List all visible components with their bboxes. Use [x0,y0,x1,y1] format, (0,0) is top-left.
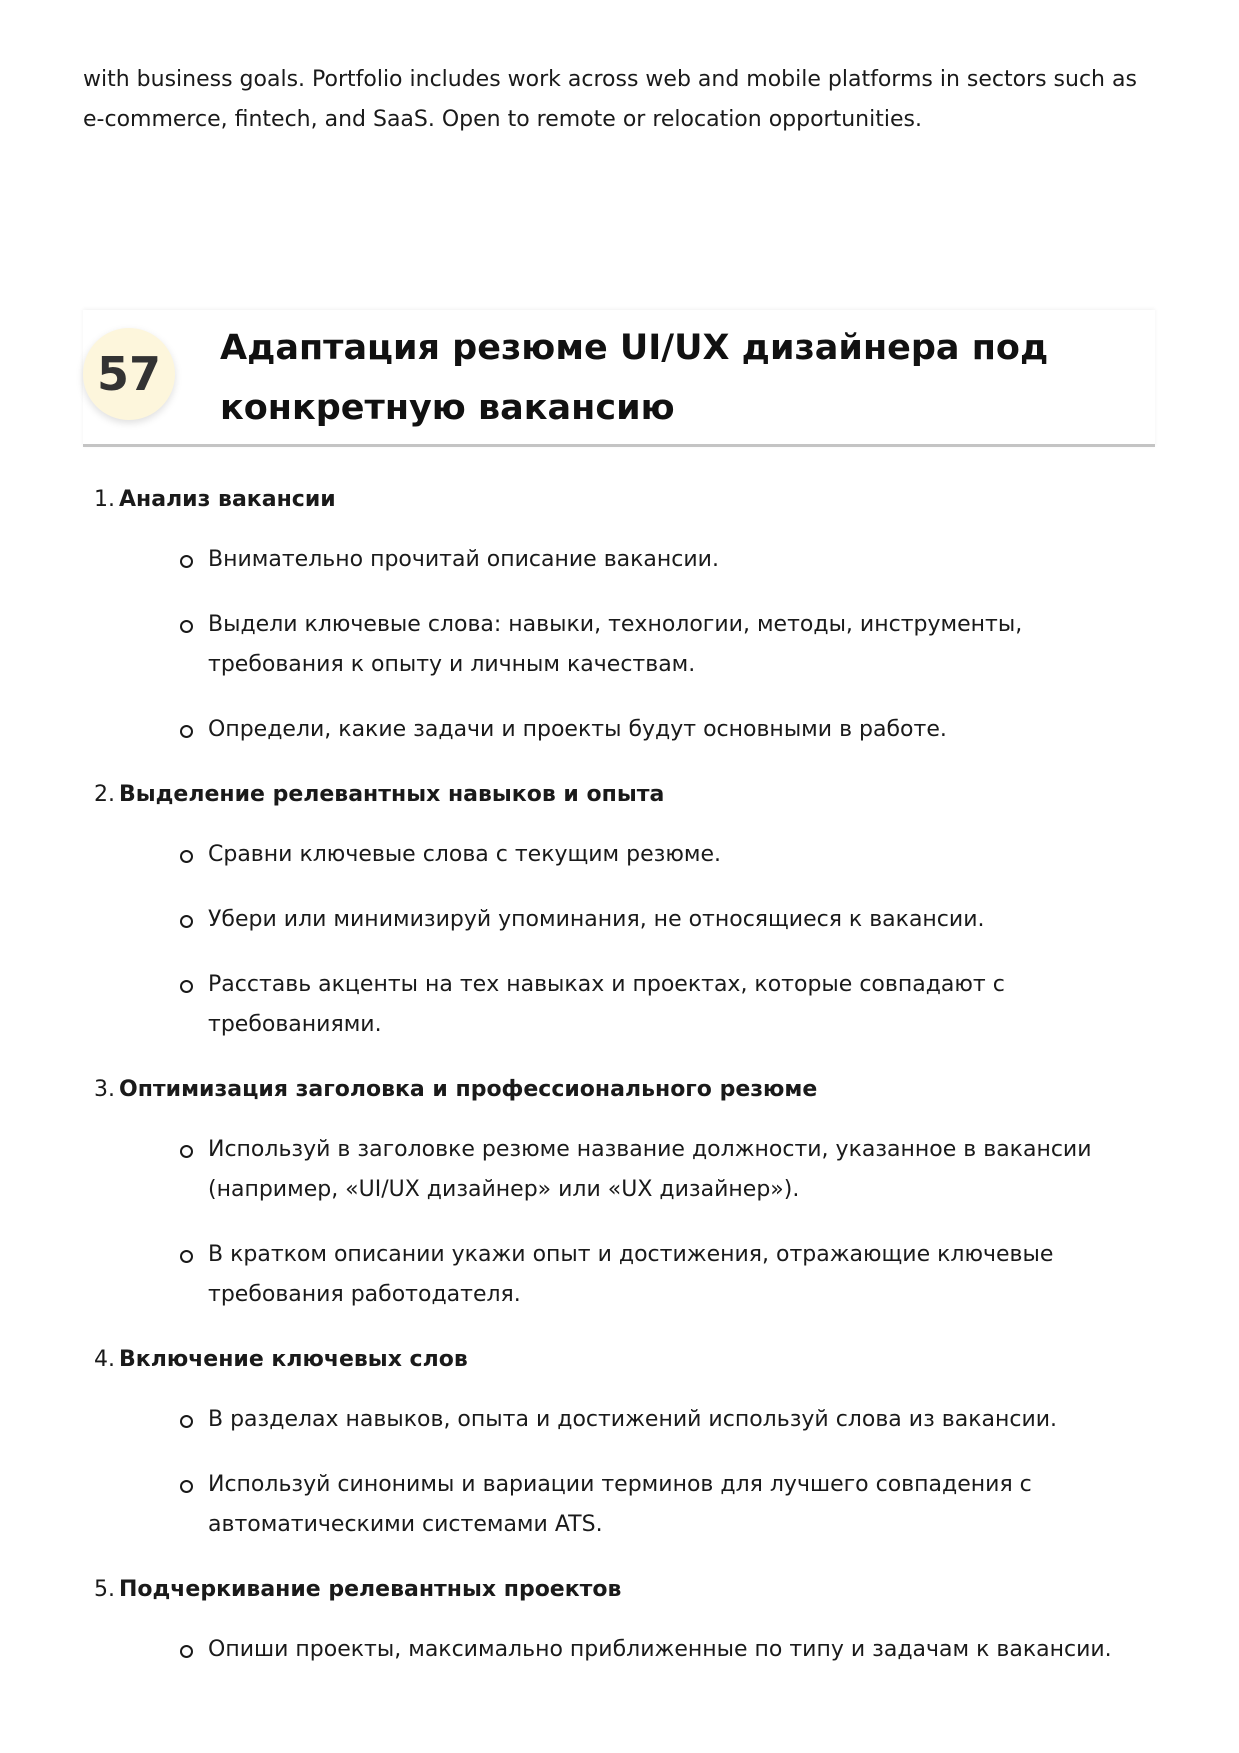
bullet-text: Сравни ключевые слова с текущим резюме. [208,842,721,867]
step-title: Подчеркивание релевантных проектов [119,1577,622,1602]
step-title: Выделение релевантных навыков и опыта [119,782,665,807]
bullet-circle-icon [180,555,193,568]
bullet-circle-icon [180,850,193,863]
bullet-circle-icon [180,1645,193,1658]
bullet-text: Используй синонимы и вариации терминов для лучшего совпадения с автоматическими системами ATS. [208,1472,1032,1537]
section-title: Адаптация резюме UI/UX дизайнера под конкретную вакансию [220,328,1049,428]
bullet-circle-icon [180,980,193,993]
bullet-item [83,1130,1163,1210]
step-number: 2. [94,782,115,807]
bullet-item [83,1465,1163,1545]
bullet-item [83,710,1163,750]
bullet-item [83,965,1163,1045]
bullet-list [83,1130,1163,1315]
bullet-circle-icon [180,1145,193,1158]
step-item [83,775,1163,1045]
bullet-text: Определи, какие задачи и проекты будут основными в работе. [208,717,947,742]
step-number: 3. [94,1077,115,1102]
bullet-text: Опиши проекты, максимально приближенные по типу и задачам к вакансии. [208,1637,1112,1662]
step-heading [83,480,1163,520]
bullet-item [83,1630,1163,1670]
bullet-list [83,540,1163,750]
step-heading [83,1070,1163,1110]
bullet-text: Используй в заголовке резюме название должности, указанное в вакансии (например, «UI/UX дизайнер» или «UX дизайнер»). [208,1137,1092,1202]
bullet-item [83,900,1163,940]
bullet-text: В кратком описании укажи опыт и достижения, отражающие ключевые требования работодателя. [208,1242,1054,1307]
step-title: Включение ключевых слов [119,1347,468,1372]
bullet-circle-icon [180,1250,193,1263]
bullet-text: Внимательно прочитай описание вакансии. [208,547,719,572]
step-heading [83,1340,1163,1380]
bullet-text: Выдели ключевые слова: навыки, технологии, методы, инструменты, требования к опыту и личным качествам. [208,612,1023,677]
step-number: 1. [94,487,115,512]
step-item [83,480,1163,750]
bullet-circle-icon [180,725,193,738]
step-item [83,1070,1163,1315]
step-title: Анализ вакансии [119,487,336,512]
bullet-list [83,1400,1163,1545]
step-item [83,1570,1163,1670]
bullet-circle-icon [180,620,193,633]
steps-list [83,480,1163,1695]
bullet-circle-icon [180,1415,193,1428]
bullet-text: Расставь акценты на тех навыках и проектах, которые совпадают с требованиями. [208,972,1005,1037]
step-title: Оптимизация заголовка и профессионального резюме [119,1077,818,1102]
bullet-item [83,1235,1163,1315]
step-heading [83,775,1163,815]
step-heading [83,1570,1163,1610]
bullet-text: Убери или минимизируй упоминания, не относящиеся к вакансии. [208,907,985,932]
bullet-circle-icon [180,915,193,928]
bullet-item [83,835,1163,875]
bullet-item [83,540,1163,580]
bullet-list [83,835,1163,1045]
bullet-circle-icon [180,1480,193,1493]
step-number: 5. [94,1577,115,1602]
bullet-list [83,1630,1163,1670]
bullet-item [83,1400,1163,1440]
section-header [83,310,1155,447]
bullet-item [83,605,1163,685]
step-item [83,1340,1163,1545]
intro-paragraph: with business goals. Portfolio includes work across web and mobile platforms in sectors such as e-commerce, fintech, and SaaS. Open to remote or relocation opportunities. [83,67,1137,132]
section-number-badge: 57 [83,328,175,420]
bullet-text: В разделах навыков, опыта и достижений используй слова из вакансии. [208,1407,1058,1432]
step-number: 4. [94,1347,115,1372]
